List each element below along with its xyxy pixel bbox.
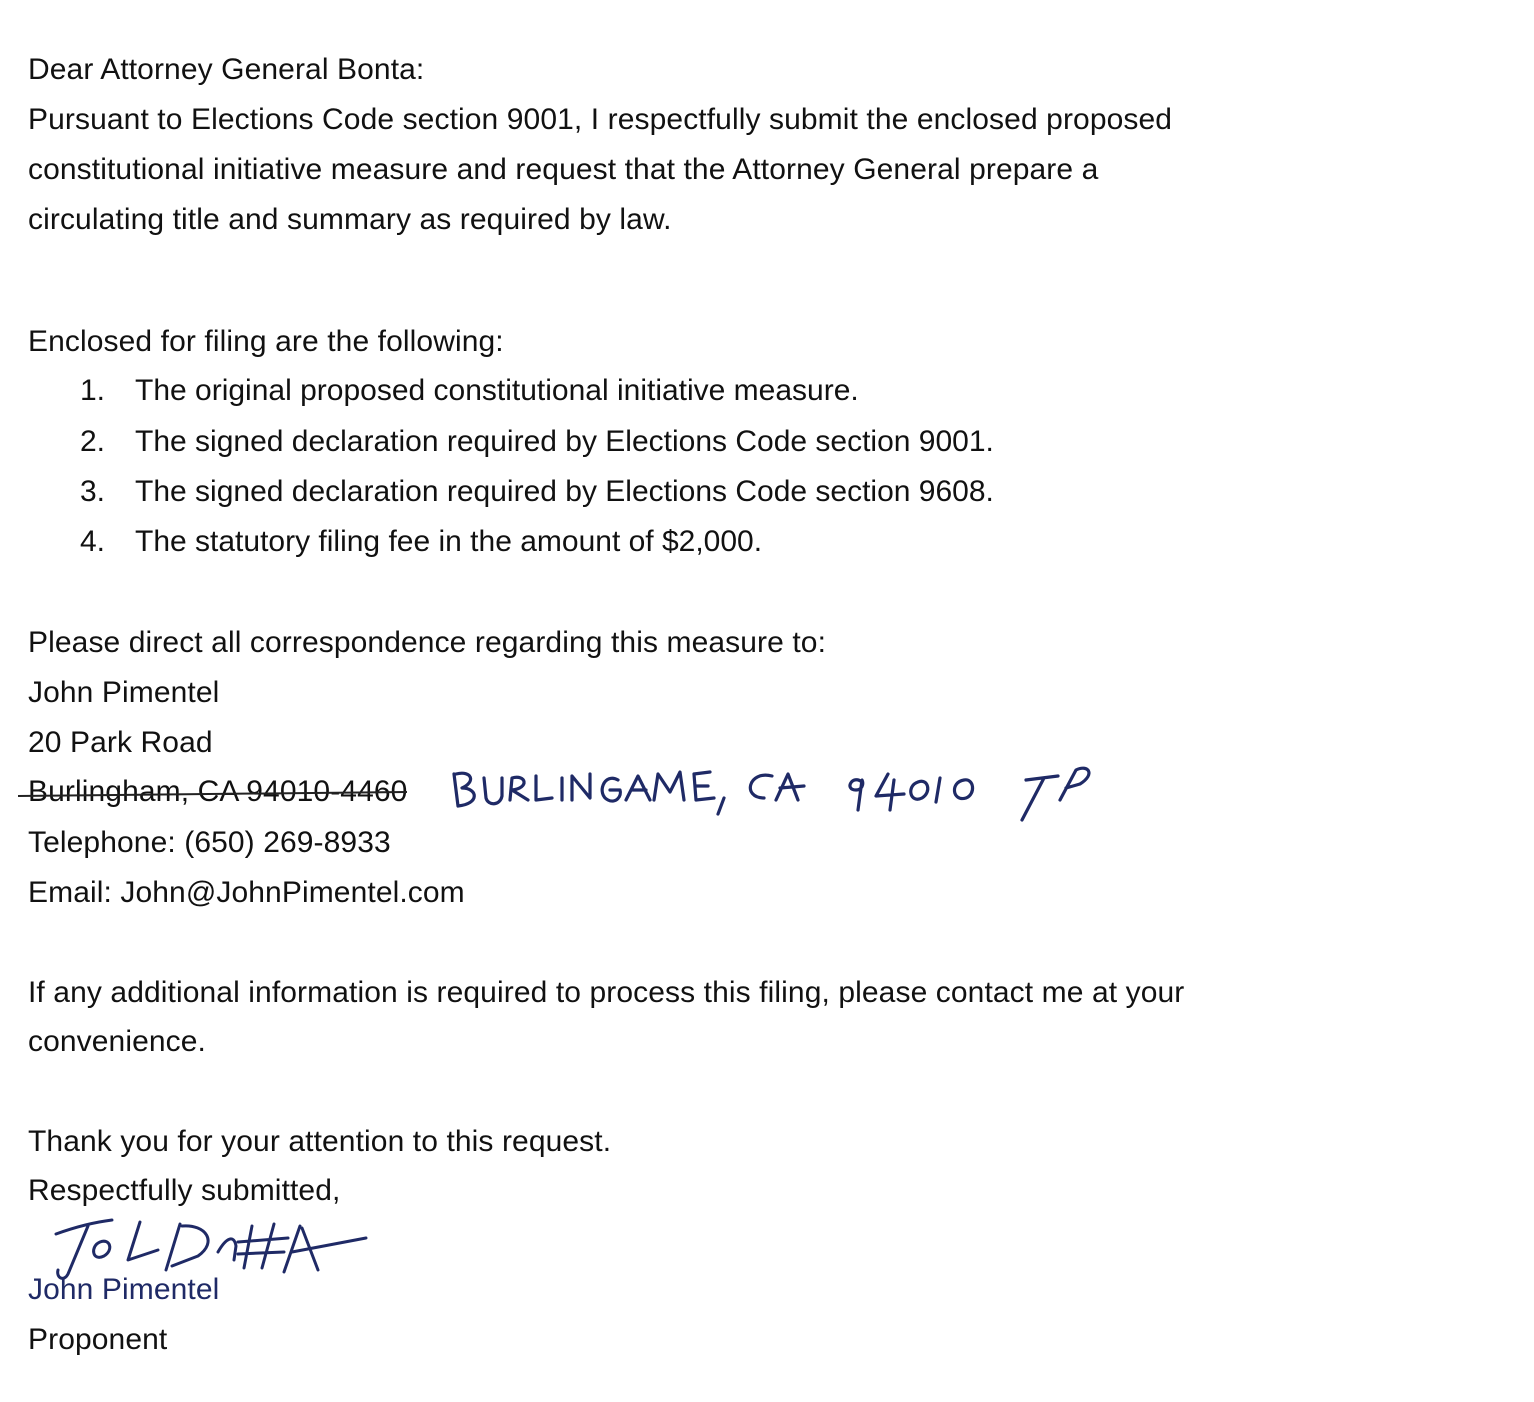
enclosure-item <box>80 524 762 560</box>
enclosure-number: 1. <box>80 374 106 407</box>
enclosure-number: 3. <box>80 475 106 508</box>
enclosure-item <box>80 474 994 510</box>
contact-email: Email: John@JohnPimentel.com <box>28 876 465 909</box>
signer-title: Proponent <box>28 1323 168 1356</box>
additional-info-line-2: convenience. <box>28 1025 206 1058</box>
contact-street: 20 Park Road <box>28 726 213 759</box>
enclosure-number: 4. <box>80 525 106 558</box>
handwritten-address-correction <box>448 760 1108 830</box>
enclosure-number: 2. <box>80 425 106 458</box>
enclosure-item <box>80 373 859 409</box>
contact-telephone: Telephone: (650) 269-8933 <box>28 826 391 859</box>
intro-line-2: constitutional initiative measure and request that the Attorney General prepare a <box>28 153 1099 186</box>
salutation: Dear Attorney General Bonta: <box>28 53 425 86</box>
enclosure-text: The original proposed constitutional initiative measure. <box>135 374 859 407</box>
enclosure-text: The statutory filing fee in the amount of $2,000. <box>135 525 763 558</box>
intro-line-1: Pursuant to Elections Code section 9001, I respectfully submit the enclosed proposed <box>28 103 1173 136</box>
signer-name: John Pimentel <box>28 1273 220 1306</box>
enclosure-text: The signed declaration required by Elections Code section 9001. <box>135 425 994 458</box>
enclosure-text: The signed declaration required by Elections Code section 9608. <box>135 475 994 508</box>
struck-city-text: Burlingham, CA 94010-4460 <box>28 775 408 808</box>
correspondence-heading: Please direct all correspondence regarding this measure to: <box>28 626 826 659</box>
additional-info-line-1: If any additional information is required to process this filing, please contact me at your <box>28 976 1185 1009</box>
enclosed-heading: Enclosed for filing are the following: <box>28 325 504 358</box>
closing-line: Respectfully submitted, <box>28 1174 341 1207</box>
intro-line-3: circulating title and summary as required by law. <box>28 203 672 236</box>
thanks-line: Thank you for your attention to this request. <box>28 1125 612 1158</box>
contact-name: John Pimentel <box>28 676 220 709</box>
contact-city-struck <box>28 774 407 810</box>
enclosure-item <box>80 424 994 460</box>
